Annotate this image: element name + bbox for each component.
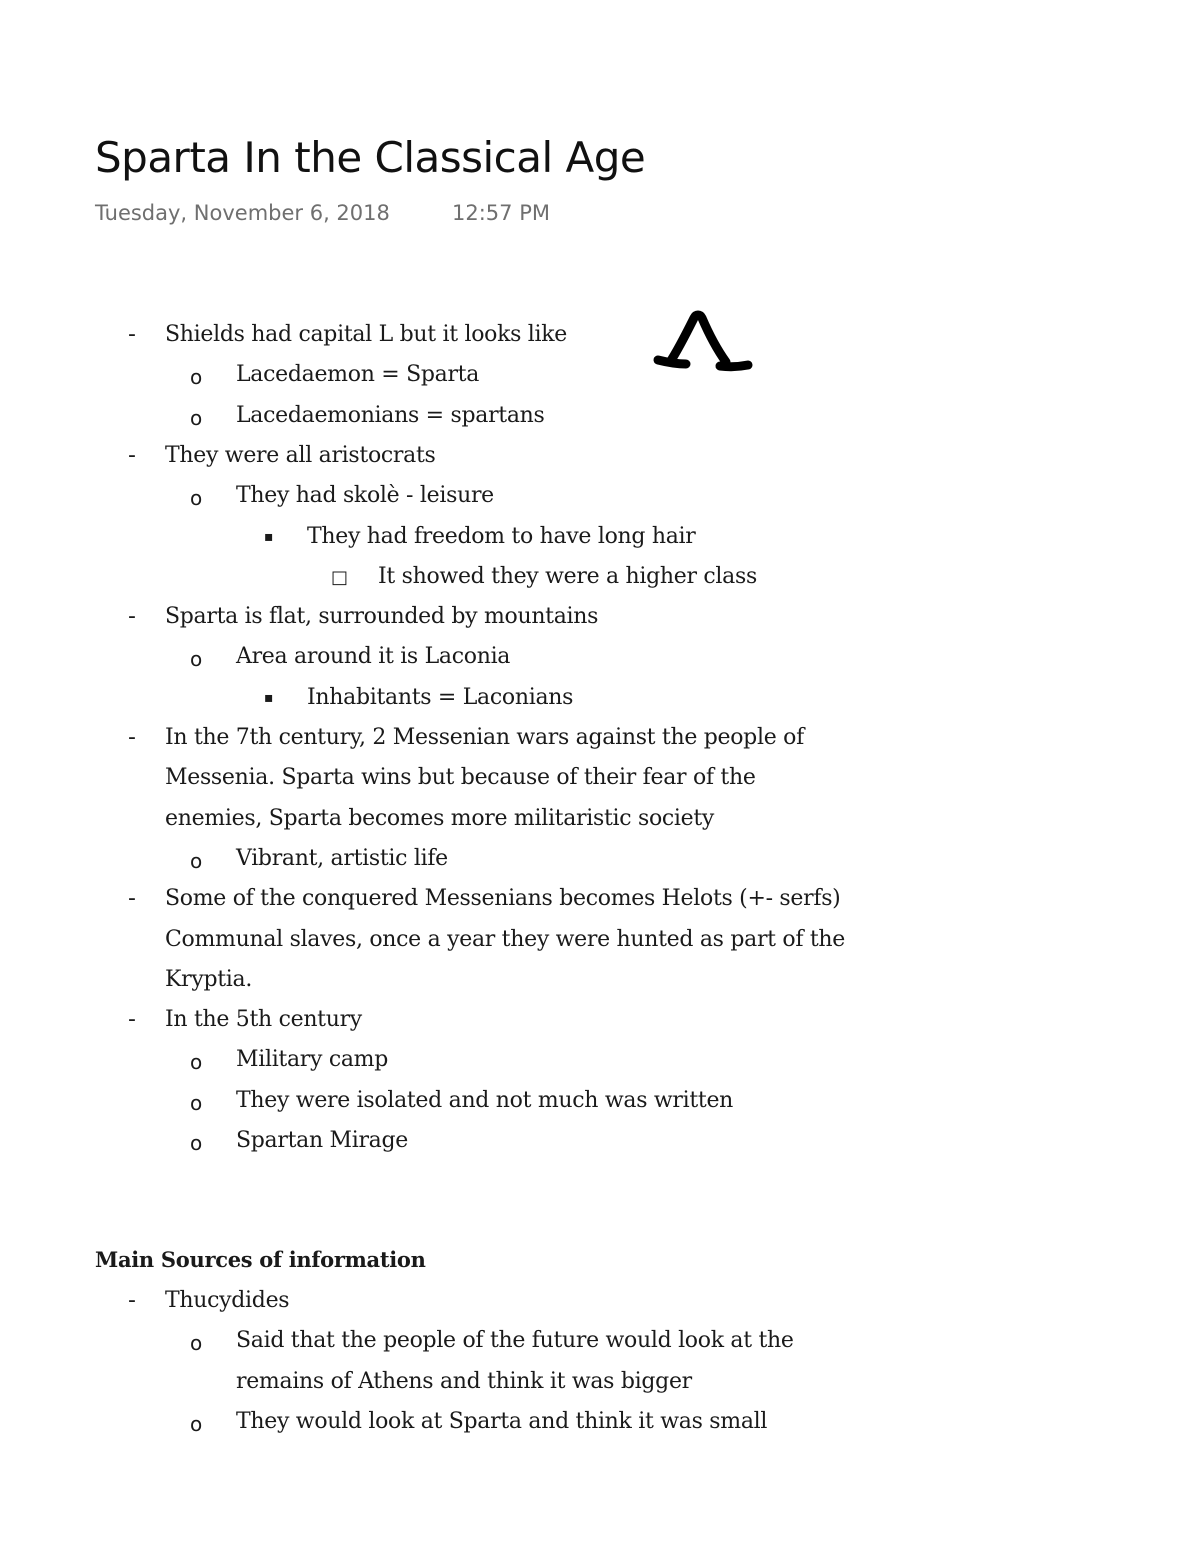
note-text: Vibrant, artistic life — [236, 845, 448, 871]
section-heading: Main Sources of information — [95, 1247, 426, 1272]
bullet-level-0: - — [128, 886, 136, 912]
bullet-level-0: - — [128, 322, 136, 347]
note-text: In the 5th century — [165, 1007, 362, 1033]
hand-drawn-lambda — [650, 310, 760, 380]
bullet-level-0: - — [128, 725, 136, 750]
note-text: Inhabitants = Laconians — [307, 684, 574, 710]
note-text: enemies, Sparta becomes more militaristic society — [165, 805, 715, 831]
bullet-level-2: ▪ — [264, 689, 274, 706]
bullet-level-0: - — [128, 442, 136, 468]
bullet-level-2: ▪ — [264, 528, 274, 545]
note-text: They were isolated and not much was written — [236, 1087, 734, 1113]
note-text: They had skolè - leisure — [236, 483, 494, 509]
source-text: Said that the people of the future would look at the — [236, 1328, 794, 1354]
note-text: They had freedom to have long hair — [307, 523, 696, 549]
bullet-level-0: - — [128, 1288, 136, 1313]
note-text: Sparta is flat, surrounded by mountains — [165, 604, 599, 630]
note-text: Shields had capital L but it looks like — [165, 322, 568, 347]
bullet-level-0: - — [128, 604, 136, 630]
note-text: Spartan Mirage — [236, 1128, 409, 1153]
bullet-level-0: - — [128, 1007, 136, 1033]
note-text: Some of the conquered Messenians becomes Helots (+- serfs) — [165, 886, 841, 912]
bullet-level-1: o — [190, 486, 202, 511]
bullet-level-1: o — [190, 405, 202, 430]
source-text: Thucydides — [165, 1288, 290, 1313]
bullet-level-3: □ — [331, 566, 348, 588]
note-text: They were all aristocrats — [165, 442, 436, 468]
note-timestamp — [95, 198, 550, 228]
source-text: remains of Athens and think it was bigger — [236, 1368, 692, 1394]
note-text: Kryptia. — [165, 966, 253, 992]
bullet-level-1: o — [190, 365, 202, 390]
bullet-level-1: o — [190, 647, 202, 672]
bullet-level-1: o — [190, 1411, 202, 1436]
source-text: They would look at Sparta and think it was small — [236, 1408, 768, 1434]
page-title: Sparta In the Classical Age — [95, 133, 646, 182]
bullet-level-1: o — [190, 1331, 202, 1356]
note-text: In the 7th century, 2 Messenian wars against the people of — [165, 725, 804, 750]
note-text: Area around it is Laconia — [236, 644, 511, 670]
note-text: Lacedaemonians = spartans — [236, 402, 545, 428]
note-text: Communal slaves, once a year they were hunted as part of the — [165, 926, 846, 952]
note-date: Tuesday, November 6, 2018 — [95, 201, 390, 225]
bullet-level-1: o — [190, 1090, 202, 1115]
bullet-level-1: o — [190, 1050, 202, 1075]
note-text: Military camp — [236, 1047, 389, 1073]
bullet-level-1: o — [190, 1131, 202, 1155]
bullet-level-1: o — [190, 848, 202, 873]
note-text: It showed they were a higher class — [378, 563, 757, 589]
note-text: Messenia. Sparta wins but because of their fear of the — [165, 765, 756, 791]
note-time: 12:57 PM — [452, 201, 550, 225]
note-text: Lacedaemon = Sparta — [236, 362, 480, 388]
